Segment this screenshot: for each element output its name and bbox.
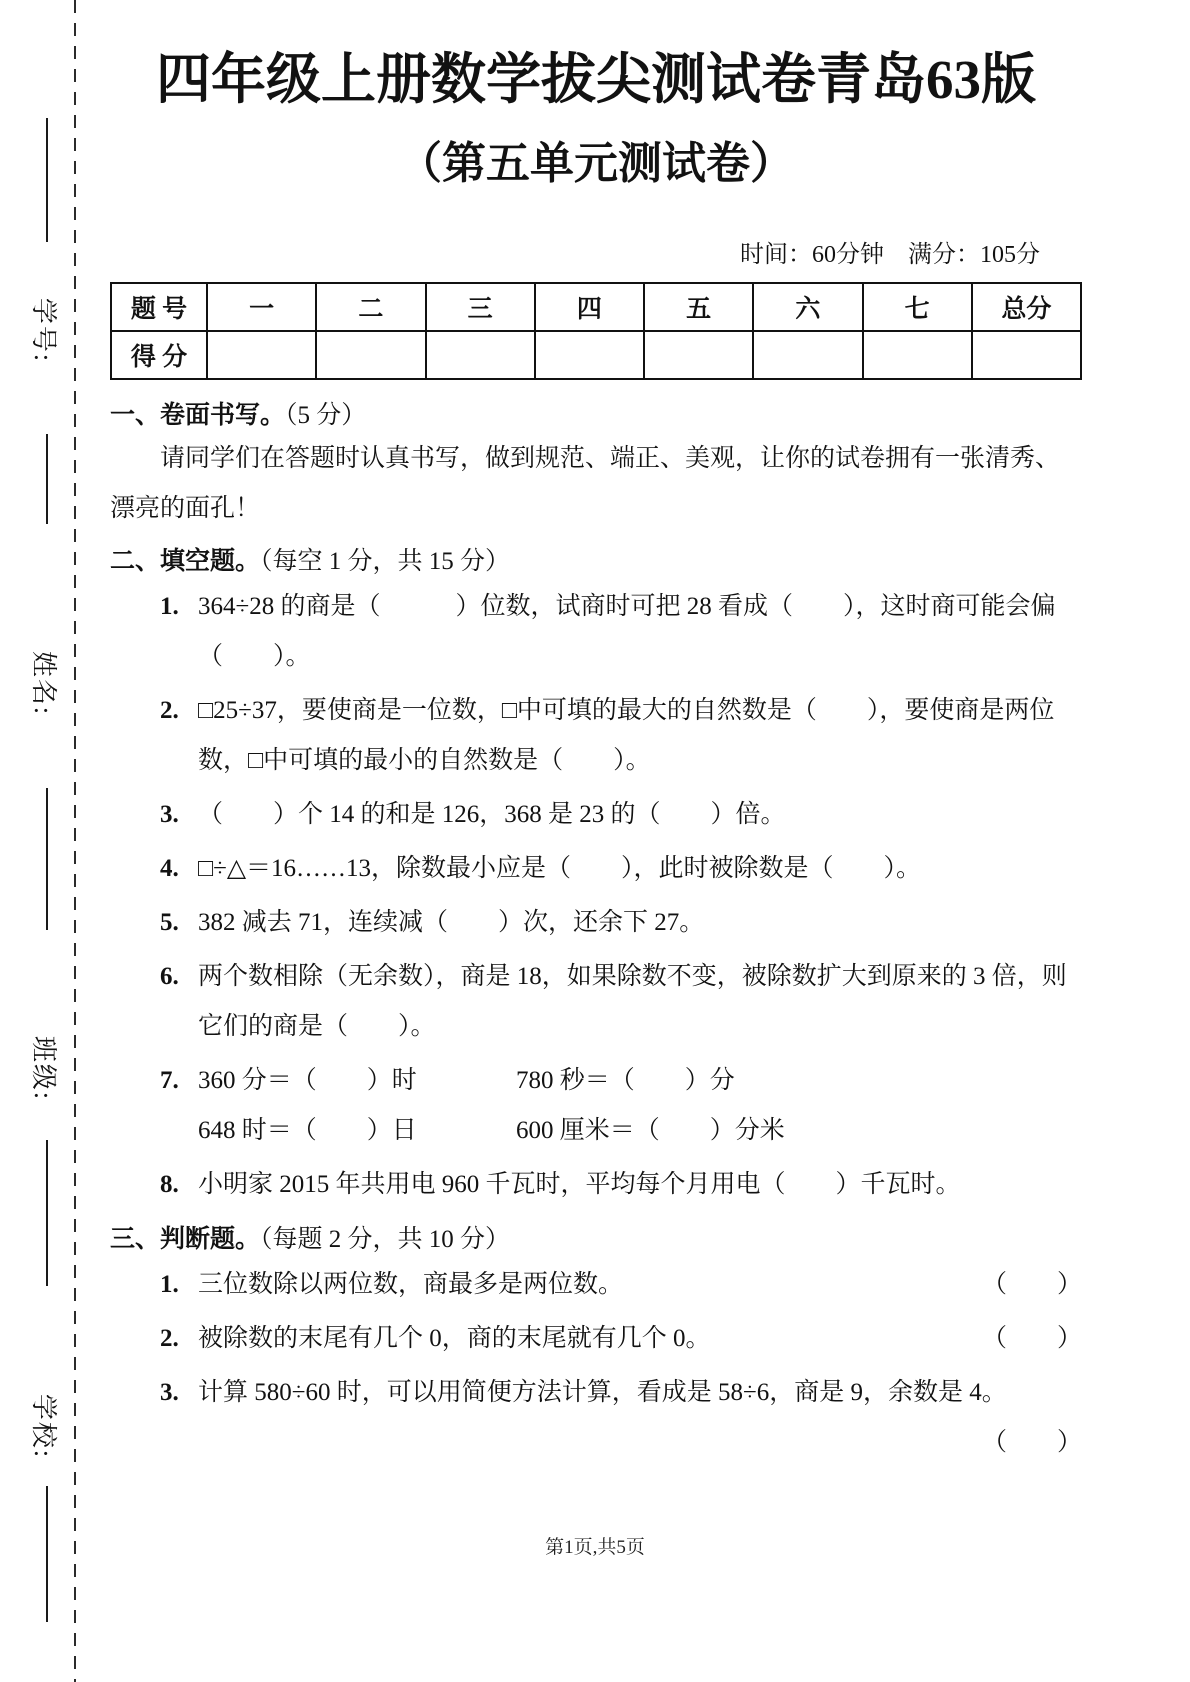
score-table-col-5: 五 xyxy=(644,283,753,331)
section1-score-note: （5 分） xyxy=(285,402,367,429)
item-text: □25÷37，要使商是一位数，□中可填的最大的自然数是（ ），要使商是两位数，□中可填的最小的自然数是（ ）。 xyxy=(198,697,1055,774)
judge-item-3 xyxy=(110,1368,1082,1468)
class-blank-line xyxy=(46,788,48,930)
score-label-cell: 得 分 xyxy=(111,331,207,379)
school-label-text: 学校: xyxy=(29,1393,59,1459)
score-input-cell xyxy=(426,331,535,379)
item-text: 382 减去 71，连续减（ ）次，还余下 27。 xyxy=(198,909,705,936)
question-number-label-cell: 题 号 xyxy=(111,283,207,331)
binding-dashed-line xyxy=(74,0,76,1682)
score-input-cell xyxy=(535,331,644,379)
section2-heading xyxy=(110,546,1082,578)
item-number: 3. xyxy=(160,801,179,828)
conversion-minutes-to-hours: 360 分＝（ ）时 xyxy=(198,1067,417,1094)
school-label xyxy=(18,1386,74,1466)
fill-item-1 xyxy=(110,582,1082,682)
item-text xyxy=(198,1056,1082,1156)
item-text-wrap xyxy=(198,1260,1082,1310)
item-number: 3. xyxy=(160,1379,179,1406)
score-table-score-row xyxy=(111,331,1081,379)
item-text-wrap xyxy=(198,1314,1082,1364)
score-input-cell xyxy=(207,331,316,379)
item-text-wrap xyxy=(198,1368,1082,1468)
fill-item-6 xyxy=(110,952,1082,1052)
section1-instructions: 请同学们在答题时认真书写，做到规范、端正、美观，让你的试卷拥有一张清秀、漂亮的面孔！ xyxy=(110,445,1061,522)
judgment-items xyxy=(110,1260,1082,1468)
score-input-cell xyxy=(972,331,1081,379)
score-input-cell xyxy=(753,331,862,379)
conversion-hours-to-days: 648 时＝（ ）日 xyxy=(198,1117,417,1144)
item-number: 4. xyxy=(160,855,179,882)
item-text: 小明家 2015 年共用电 960 千瓦时，平均每个月用电（ ）千瓦时。 xyxy=(198,1171,961,1198)
judge-statement: 计算 580÷60 时，可以用简便方法计算，看成是 58÷6，商是 9，余数是 4。 xyxy=(198,1379,1007,1406)
answer-parentheses: （ ） xyxy=(981,1271,1082,1298)
item-number: 5. xyxy=(160,909,179,936)
score-table-col-4: 四 xyxy=(535,283,644,331)
item-number: 6. xyxy=(160,963,179,990)
section2-title: 二、填空题。 xyxy=(110,548,261,575)
student-name-label xyxy=(18,640,74,726)
fill-item-8 xyxy=(110,1160,1082,1210)
score-table-col-2: 二 xyxy=(316,283,425,331)
item-number: 1. xyxy=(160,1271,179,1298)
section3-heading xyxy=(110,1224,1082,1256)
fill-in-items xyxy=(110,582,1082,1210)
score-table xyxy=(110,282,1082,380)
fill-item-2 xyxy=(110,686,1082,786)
section3-title: 三、判断题。 xyxy=(110,1226,261,1253)
section1-title: 一、卷面书写。 xyxy=(110,402,286,429)
fill-item-7 xyxy=(110,1056,1082,1156)
score-table-col-7: 七 xyxy=(863,283,972,331)
student-name-label-text: 姓名: xyxy=(29,650,59,716)
section1-heading xyxy=(110,400,1082,432)
score-input-cell xyxy=(863,331,972,379)
student-number-blank-line xyxy=(46,118,48,242)
fill-item-3 xyxy=(110,790,1082,840)
item-number: 2. xyxy=(160,697,179,724)
item-text: 两个数相除（无余数），商是 18，如果除数不变，被除数扩大到原来的 3 倍，则它们的商是（ ）。 xyxy=(198,963,1067,1040)
judge-statement: 三位数除以两位数，商最多是两位数。 xyxy=(198,1271,624,1298)
judge-item-2 xyxy=(110,1314,1082,1364)
score-table-col-6: 六 xyxy=(753,283,862,331)
judge-statement: 被除数的末尾有几个 0，商的末尾就有几个 0。 xyxy=(198,1325,711,1352)
item-text: （ ）个 14 的和是 126，368 是 23 的（ ）倍。 xyxy=(198,801,786,828)
fill-item-5 xyxy=(110,898,1082,948)
paper-content xyxy=(110,0,1082,1468)
page-title: 四年级上册数学拔尖测试卷青岛63版 xyxy=(155,49,1036,110)
item-number: 8. xyxy=(160,1171,179,1198)
section3-score-note: （每题 2 分，共 10 分） xyxy=(260,1226,511,1253)
student-number-label xyxy=(18,286,74,374)
item-number: 1. xyxy=(160,593,179,620)
item-number: 7. xyxy=(160,1067,179,1094)
fill-item-4 xyxy=(110,844,1082,894)
conversion-cm-to-dm: 600 厘米＝（ ）分米 xyxy=(516,1117,785,1144)
item-number: 2. xyxy=(160,1325,179,1352)
unit-conversion-line-1 xyxy=(198,1056,1082,1106)
conversion-seconds-to-minutes: 780 秒＝（ ）分 xyxy=(516,1067,735,1094)
score-input-cell xyxy=(644,331,753,379)
judge-item-1 xyxy=(110,1260,1082,1310)
item-text: 364÷28 的商是（ ）位数，试商时可把 28 看成（ ），这时商可能会偏（ ）。 xyxy=(198,593,1056,670)
score-input-cell xyxy=(316,331,425,379)
score-table-col-total: 总分 xyxy=(972,283,1081,331)
class-label xyxy=(18,1026,74,1110)
score-table-col-3: 三 xyxy=(426,283,535,331)
student-name-blank-line xyxy=(46,434,48,524)
item-text: □÷△＝16……13，除数最小应是（ ），此时被除数是（ ）。 xyxy=(198,855,922,882)
answer-parentheses: （ ） xyxy=(981,1325,1082,1352)
section2-score-note: （每空 1 分，共 15 分） xyxy=(260,548,511,575)
class-label-text: 班级: xyxy=(29,1035,59,1101)
score-table-col-1: 一 xyxy=(207,283,316,331)
school-blank-line xyxy=(46,1140,48,1286)
score-table-header-row xyxy=(111,283,1081,331)
unit-conversion-line-2 xyxy=(198,1106,1082,1156)
answer-parentheses: （ ） xyxy=(981,1429,1082,1456)
page-footer: 第1页,共5页 xyxy=(545,1537,645,1558)
page-subtitle: （第五单元测试卷） xyxy=(398,139,794,188)
time-and-total-score: 时间：60分钟 满分：105分 xyxy=(740,242,1040,268)
student-number-label-text: 学号: xyxy=(29,297,59,363)
